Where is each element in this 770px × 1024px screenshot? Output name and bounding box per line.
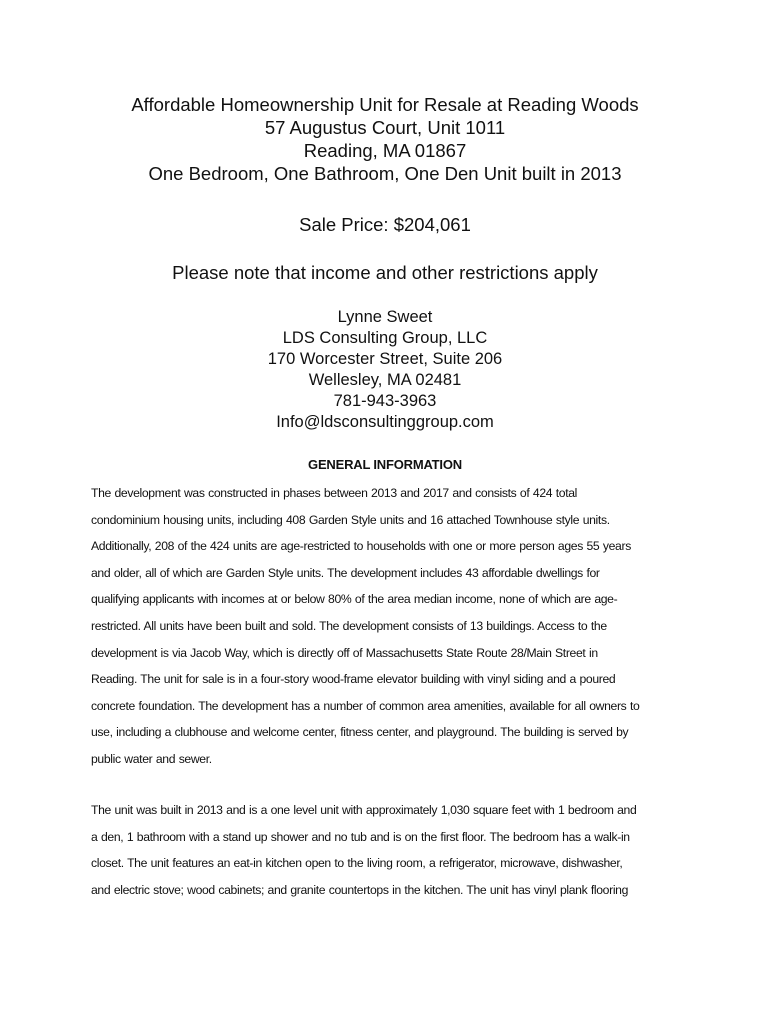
paragraph-line: development is via Jacob Way, which is directly off of Massachusetts State Route 28/Main Street in [91, 645, 598, 660]
section-heading-general-information: GENERAL INFORMATION [308, 457, 462, 472]
listing-address-line: 57 Augustus Court, Unit 1011 [264, 117, 506, 138]
contact-company: LDS Consulting Group, LLC [282, 329, 488, 347]
listing-title: Affordable Homeownership Unit for Resale at Reading Woods [131, 94, 639, 115]
listing-city-line: Reading, MA 01867 [303, 140, 467, 161]
paragraph-line: The development was constructed in phases between 2013 and 2017 and consists of 424 total [91, 486, 578, 500]
contact-email: Info@ldsconsultinggroup.com [276, 413, 494, 431]
general-info-paragraph-2 [91, 797, 679, 903]
paragraph-line: The unit was built in 2013 and is a one level unit with approximately 1,030 square feet with 1 bedroom and [91, 803, 637, 817]
sale-price: Sale Price: $204,061 [299, 214, 471, 235]
restrictions-note: Please note that income and other restrictions apply [172, 262, 598, 283]
paragraph-line: use, including a clubhouse and welcome center, fitness center, and playground. The building is served by [91, 725, 629, 740]
paragraph-line: Additionally, 208 of the 424 units are age-restricted to households with one or more person ages 55 years [91, 539, 631, 554]
listing-unit-description: One Bedroom, One Bathroom, One Den Unit built in 2013 [148, 163, 622, 184]
paragraph-line: concrete foundation. The development has a number of common area amenities, available for all owners to [91, 698, 640, 713]
paragraph-line: qualifying applicants with incomes at or below 80% of the area median income, none of which are age- [91, 592, 618, 607]
contact-block [0, 307, 770, 433]
paragraph-line: a den, 1 bathroom with a stand up shower and no tub and is on the first floor. The bedroom has a walk-in [91, 829, 630, 844]
paragraph-line: public water and sewer. [91, 751, 212, 766]
paragraph-line: closet. The unit features an eat-in kitchen open to the living room, a refrigerator, microwave, dishwasher, [91, 856, 623, 871]
paragraph-line: restricted. All units have been built and sold. The development consists of 13 buildings. Access to the [91, 618, 607, 633]
paragraph-line: and electric stove; wood cabinets; and granite countertops in the kitchen. The unit has vinyl plank flooring [91, 882, 629, 897]
general-info-paragraph-1 [91, 480, 679, 773]
contact-name: Lynne Sweet [337, 308, 433, 326]
paragraph-line: Reading. The unit for sale is in a four-story wood-frame elevator building with vinyl siding and a poured [91, 672, 616, 687]
contact-street: 170 Worcester Street, Suite 206 [267, 350, 503, 368]
contact-phone: 781-943-3963 [333, 392, 437, 410]
contact-city-state-zip: Wellesley, MA 02481 [308, 371, 462, 389]
paragraph-line: and older, all of which are Garden Style units. The development includes 43 affordable dwellings for [91, 565, 600, 580]
paragraph-line: condominium housing units, including 408 Garden Style units and 16 attached Townhouse style units. [91, 512, 610, 527]
listing-title-block [0, 93, 770, 185]
